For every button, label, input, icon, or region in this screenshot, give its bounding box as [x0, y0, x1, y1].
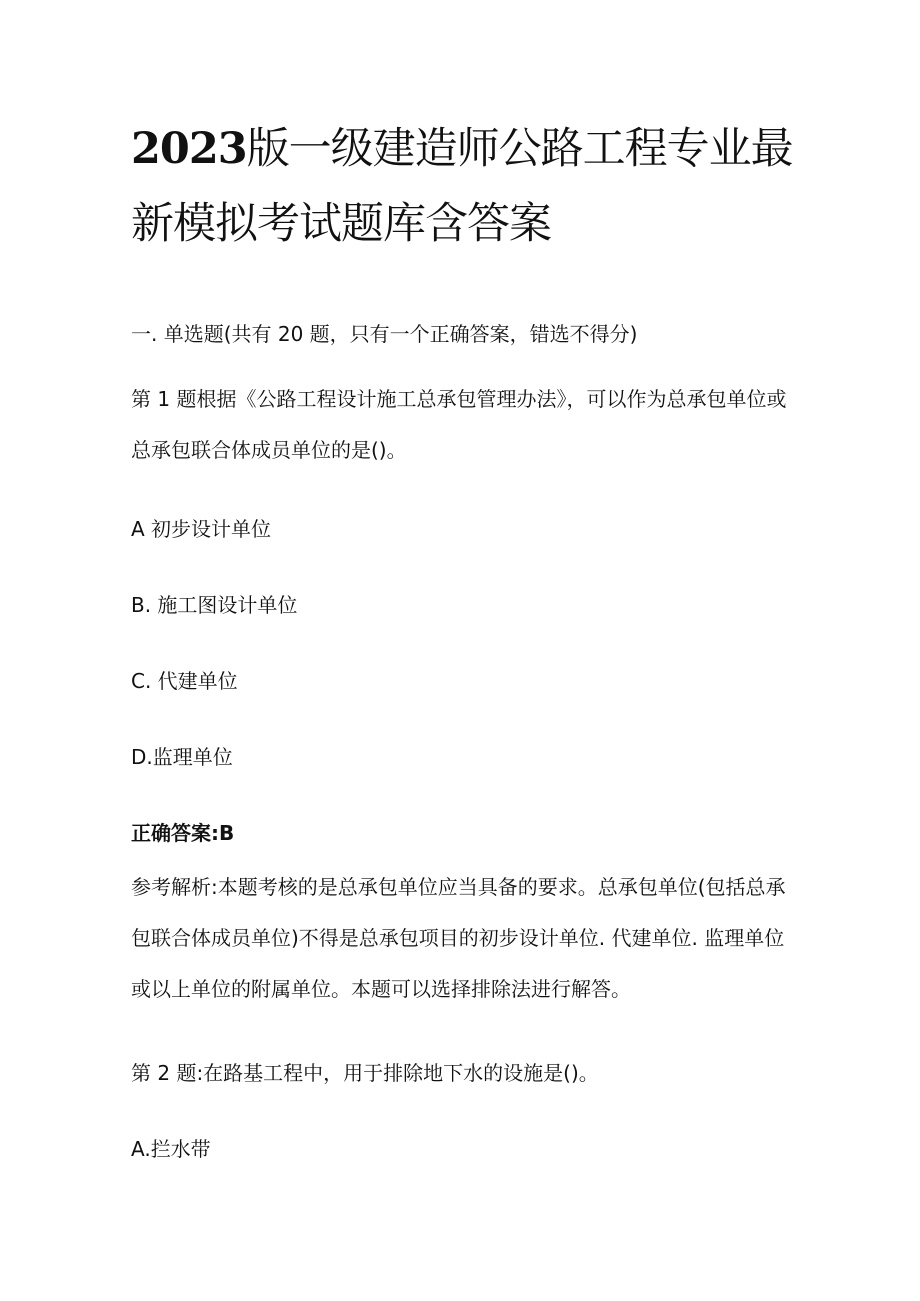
- document-title: [131, 112, 821, 262]
- section-heading: 一. 单选题(共有 20 题，只有一个正确答案，错选不得分): [131, 322, 638, 346]
- question-1-option-d: D.监理单位: [131, 745, 233, 769]
- question-1-option-c: C. 代建单位: [131, 669, 238, 693]
- question-1-option-b: B. 施工图设计单位: [131, 593, 298, 617]
- title-year: 2023: [131, 124, 247, 174]
- title-text: 版一级建造师公路工程专业最新模拟考试题库含答案: [131, 124, 793, 249]
- question-2-stem: 第 2 题:在路基工程中，用于排除地下水的设施是()。: [131, 1061, 599, 1085]
- question-1-option-a: A 初步设计单位: [131, 517, 272, 541]
- question-2-option-a: A.拦水带: [131, 1137, 211, 1161]
- question-1-analysis: 参考解析:本题考核的是总承包单位应当具备的要求。总承包单位(包括总承包联合体成员单位)不得是总承包项目的初步设计单位. 代建单位. 监理单位或以上单位的附属单位。本题可以选择排除法进行解答。: [131, 875, 786, 1001]
- question-1-stem: 第 1 题根据《公路工程设计施工总承包管理办法》，可以作为总承包单位或总承包联合体成员单位的是()。: [131, 387, 787, 462]
- question-1-answer: 正确答案:B: [131, 821, 235, 845]
